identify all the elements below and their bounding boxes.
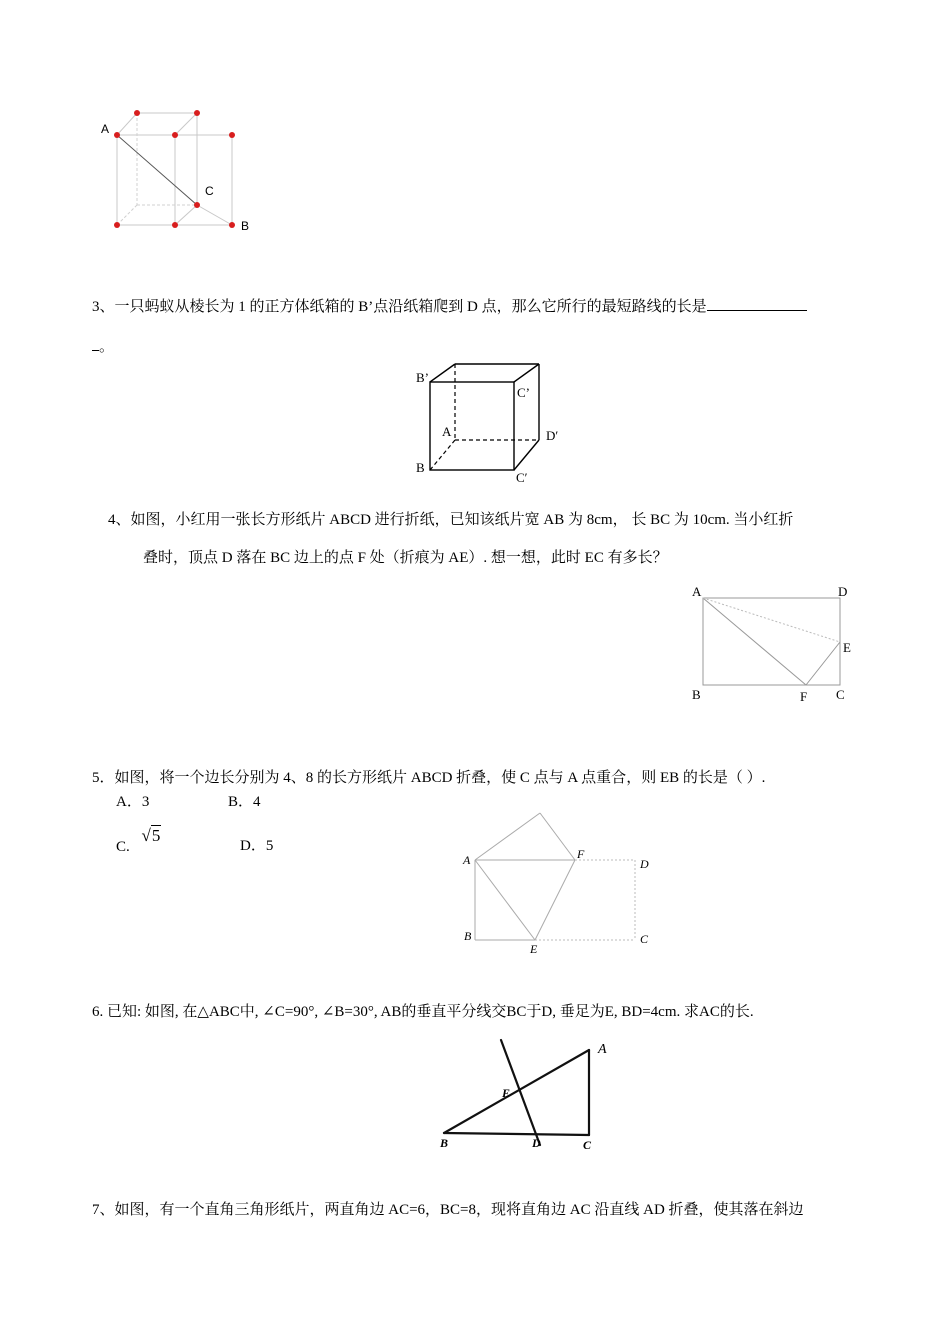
radicand: 5 bbox=[151, 826, 161, 845]
label-c-prime-bottom: C′ bbox=[516, 470, 528, 485]
option-c[interactable] bbox=[116, 826, 161, 857]
label-b-prime: B’ bbox=[416, 370, 429, 385]
option-c-label: C. bbox=[116, 839, 130, 855]
box-figure bbox=[95, 105, 265, 240]
label-b: B bbox=[464, 929, 472, 943]
question-7: 7、如图，有一个直角三角形纸片，两直角边 AC=6，BC=8，现将直角边 AC 沿直线 AD 折叠，使其落在斜边 bbox=[92, 1202, 804, 1218]
label-b: B bbox=[440, 1136, 449, 1150]
label-d: D bbox=[838, 584, 848, 599]
radical-icon: √ bbox=[141, 826, 151, 845]
label-d: D bbox=[640, 857, 649, 871]
label-c: C bbox=[583, 1138, 592, 1152]
label-a: A bbox=[442, 424, 452, 439]
question-6: 6. 已知: 如图, 在△ABC中, ∠C=90°, ∠B=30°, AB的垂直平分线交BC于D, 垂足为E, BD=4cm. 求AC的长. bbox=[92, 1004, 754, 1020]
tail-punct: 。 bbox=[99, 339, 115, 355]
question-4-line2: 叠时，顶点 D 落在 BC 边上的点 F 处（折痕为 AE）. 想一想，此时 EC 有多长？ bbox=[143, 550, 668, 566]
label-d-prime: D′ bbox=[546, 428, 559, 443]
label-e: E bbox=[530, 942, 538, 956]
question-5: 5．如图，将一个边长分别为 4、8 的长方形纸片 ABCD 折叠，使 C 点与 A 点重合，则 EB 的长是（ ）. bbox=[92, 770, 766, 786]
option-a[interactable]: A．3 bbox=[116, 794, 150, 810]
label-c: C bbox=[205, 184, 214, 198]
option-b[interactable]: B．4 bbox=[228, 794, 261, 810]
label-b: B bbox=[241, 219, 250, 233]
question-4-line1: 4、如图，小红用一张长方形纸片 ABCD 进行折纸，已知该纸片宽 AB 为 8cm， 长 BC 为 10cm. 当小红折 bbox=[108, 512, 794, 528]
label-a: A bbox=[692, 584, 702, 599]
question-3-tail bbox=[92, 336, 114, 357]
sqrt-expression bbox=[142, 826, 162, 845]
label-c-prime-top: C’ bbox=[517, 385, 530, 400]
label-f: F bbox=[577, 847, 585, 861]
label-e: E bbox=[843, 640, 851, 655]
label-f: F bbox=[800, 689, 808, 704]
label-b: B bbox=[416, 460, 425, 475]
cube-figure bbox=[410, 360, 570, 485]
label-a: A bbox=[598, 1042, 607, 1057]
label-d: D bbox=[532, 1136, 541, 1150]
answer-blank-tail bbox=[92, 336, 99, 351]
label-a: A bbox=[463, 853, 471, 867]
label-c: C bbox=[640, 932, 649, 946]
answer-blank[interactable] bbox=[707, 296, 807, 311]
fold-figure-q5 bbox=[455, 808, 665, 958]
fold-figure-q4 bbox=[688, 580, 858, 705]
label-a: A bbox=[101, 122, 110, 136]
option-d[interactable]: D．5 bbox=[240, 838, 274, 854]
question-3 bbox=[92, 296, 807, 317]
triangle-figure-q6 bbox=[438, 1035, 618, 1155]
question-3-text: 3、一只蚂蚁从棱长为 1 的正方体纸箱的 B’点沿纸箱爬到 D 点，那么它所行的最短路线的长是 bbox=[92, 299, 707, 315]
label-b: B bbox=[692, 687, 701, 702]
label-c: C bbox=[836, 687, 845, 702]
label-e: E bbox=[502, 1086, 511, 1100]
